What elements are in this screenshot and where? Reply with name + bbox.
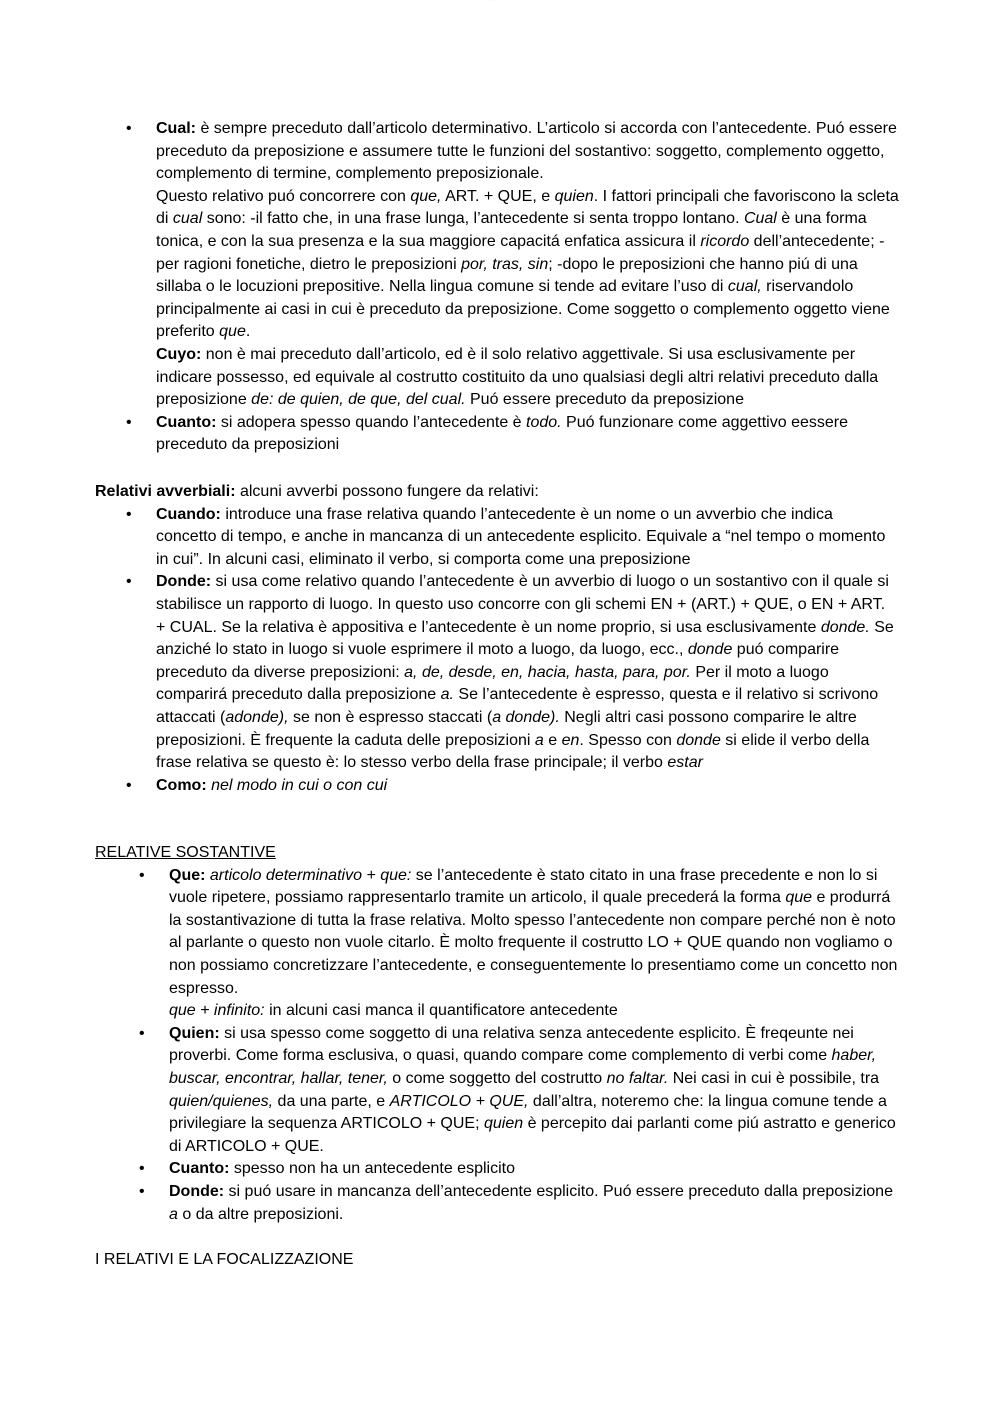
italic-run: no faltar. — [606, 1069, 669, 1087]
section-focalizzazione — [95, 1249, 353, 1272]
list-item — [126, 504, 894, 572]
text-run: si elide il verbo della frase relativa se questo è: lo stesso verbo della frase principale; il verbo — [156, 731, 870, 772]
paragraph-line — [156, 186, 904, 344]
text-run: spesso non ha un antecedente esplicito — [229, 1160, 515, 1178]
text-run: se l’antecedente è stato citato in una frase precedente e non lo si vuole ripetere, possiamo rappresentarlo tramite un articolo, il quale precederá la forma — [169, 866, 878, 907]
term-label: Cual: — [156, 120, 196, 137]
list-item — [139, 1023, 904, 1159]
text-run: è una forma tonica, e con la sua presenza e la sua maggiore capacitá enfatica assicura il — [156, 210, 867, 250]
italic-run: donde. — [820, 618, 870, 636]
text-run: Per il moto a luogo comparirá preceduto dalla preposizione — [156, 663, 829, 704]
italic-run: quien — [554, 187, 594, 205]
text-run: Nei casi in cui è possibile, tra — [668, 1069, 880, 1087]
text-run: è percepito dai parlanti come piú astratto e generico di ARTICOLO + QUE. — [169, 1115, 896, 1155]
text-run: si usa spesso come soggetto di una relativa senza antecedente esplicito. È freqeunte nei proverbi. Come forma esclusiva, o quasi, quando compare come complemento di verbi come — [169, 1024, 854, 1065]
italic-run: todo. — [526, 413, 562, 431]
text-run: . Spesso con — [579, 731, 677, 749]
italic-run: a. — [440, 686, 454, 704]
italic-run: que — [785, 889, 813, 907]
term-label: Cuanto: — [169, 1160, 230, 1178]
term-label: Cuanto: — [156, 413, 217, 431]
list-item — [126, 775, 894, 798]
paragraph-line — [156, 344, 904, 412]
italic-run: donde — [687, 641, 733, 659]
text-run: introduce una frase relativa quando l’antecedente è un nome o un avverbio che indica concetto di tempo, e anche in mancanza di un antecedente esplicito. Equivale a “nel tempo o momento in cui”. In alcuni casi, eliminato il verbo, si comporta come una preposizione — [156, 505, 886, 568]
text-run: non è mai preceduto dall’articolo, ed è il solo relativo aggettivale. Si usa esclusivamente per indicare possesso, ed equivale al costrutto costituito da uno qualsiasi degli altri relativi preceduto dalla preposizione — [156, 345, 879, 409]
list-item — [139, 1181, 904, 1226]
section-heading-sostantive: RELATIVE SOSTANTIVE — [95, 844, 276, 861]
list-item — [139, 865, 904, 1023]
bullet-list-1 — [126, 118, 904, 457]
italic-run: articolo determinativo + que: — [209, 866, 412, 884]
italic-run: ricordo — [700, 232, 750, 250]
bullet-icon: • — [139, 1182, 145, 1200]
bullet-icon: • — [126, 776, 132, 794]
paragraph-line — [156, 412, 904, 457]
bullet-icon: • — [126, 413, 132, 431]
text-run: si puó usare in mancanza dell’antecedente esplicito. Puó essere preceduto dalla preposizione — [224, 1182, 893, 1200]
text-run: in alcuni casi manca il quantificatore antecedente — [264, 1002, 618, 1020]
list-item — [126, 571, 894, 774]
section-heading-focalizzazione: I RELATIVI E LA FOCALIZZAZIONE — [95, 1251, 354, 1268]
italic-run: a — [534, 731, 544, 749]
section-relative-sostantive — [95, 842, 904, 1226]
italic-run: que — [219, 323, 246, 341]
text-run: . I fattori principali che favoriscono la scleta di — [156, 187, 899, 228]
text-run: dall’altra, noteremo che: la lingua comune tende a privilegiare la sequenza ARTICOLO + QUE; — [169, 1092, 887, 1133]
italic-run: adonde), — [225, 708, 289, 726]
text-run: Se l’antecedente è espresso, questa e il relativo si scrivono attaccati ( — [156, 686, 879, 726]
italic-run: cual — [172, 210, 203, 228]
text-run: dell’antecedente; -per ragioni fonetiche, dietro le preposizioni — [156, 232, 885, 273]
heading-rest: alcuni avverbi possono fungere da relativi: — [235, 483, 539, 500]
text-run: ART. + QUE, e — [441, 187, 555, 205]
text-run: Se anziché lo stato in luogo si vuole esprimere il moto a luogo, da luogo, ecc., — [156, 618, 894, 659]
italic-run: a, de, desde, en, hacia, hasta, para, por. — [404, 663, 691, 681]
italic-run: ARTICOLO + QUE, — [389, 1092, 529, 1110]
term-label: Donde: — [156, 573, 212, 591]
text-run: e — [543, 731, 562, 749]
section-heading-avverbiali — [95, 481, 894, 504]
section-relativi-avverbiali — [95, 481, 894, 797]
italic-run: por, tras, sin — [461, 255, 549, 273]
italic-run: cual, — [727, 278, 762, 296]
text-run: ; -dopo le preposizioni che hanno piú di una sillaba o le locuzioni prepositive. Nella lingua comune si tende ad evitare l’uso di — [156, 255, 858, 296]
text-run: . — [245, 323, 251, 341]
italic-run: Cual — [743, 210, 777, 228]
italic-run: en — [561, 731, 580, 749]
list-item — [126, 412, 904, 457]
list-item — [139, 1158, 904, 1181]
text-run: Puó essere preceduto da preposizione — [465, 391, 744, 409]
bold-run: Cuyo: — [156, 345, 202, 363]
term-label: Cuando: — [156, 505, 221, 523]
text-run: si usa come relativo quando l’antecedente è un avverbio di luogo o un sostantivo con il quale si stabilisce un rapporto di luogo. In questo uso concorre con gli schemi EN + (ART.) + QUE, o EN + ART. + CUAL. Se la relativa è appositiva e l’antecedente è un nome proprio, si usa esclusivamente — [156, 573, 889, 636]
italic-run: a donde). — [492, 708, 560, 726]
paragraph-line — [156, 118, 904, 186]
text-run: o come soggetto del costrutto — [387, 1069, 607, 1087]
text-run: Puó funzionare come aggettivo eessere preceduto da preposizioni — [156, 413, 848, 454]
text-run: o da altre preposizioni. — [177, 1205, 344, 1223]
italic-run: quien — [483, 1115, 524, 1133]
bullet-icon: • — [139, 1160, 145, 1178]
bullet-icon: • — [139, 1024, 145, 1042]
paragraph-line — [169, 865, 904, 1001]
italic-run: estar — [667, 754, 703, 772]
list-item — [126, 118, 904, 412]
italic-run: de: de quien, de que, del cual. — [251, 391, 466, 409]
italic-run: quien/quienes, — [169, 1092, 274, 1110]
paragraph-line — [156, 571, 894, 774]
term-label: Donde: — [169, 1182, 225, 1200]
paragraph-line — [169, 1000, 904, 1023]
text-run: è sempre preceduto dall’articolo determinativo. L’articolo si accorda con l’antecedente. Puó essere preceduto da preposizione e assumere tutte le funzioni del sostantivo: soggetto, complemento oggetto, complemento di termine, complemento preposizionale. — [156, 120, 897, 183]
bullet-list-2 — [126, 504, 894, 798]
header-mark: ········ — [489, 0, 495, 2]
text-run: sono: -il fatto che, in una frase lunga, l’antecedente si senta troppo lontano. — [202, 210, 744, 228]
heading-bold: Relativi avverbiali: — [95, 483, 236, 500]
italic-run: nel modo in cui o con cui — [211, 776, 388, 794]
bullet-icon: • — [126, 120, 132, 137]
text-run: riservandolo principalmente ai casi in cui è preceduto da preposizione. Come soggetto o complemento oggetto viene preferito — [156, 278, 890, 341]
term-label: Que: — [169, 866, 206, 884]
section-relativi-list — [126, 118, 904, 457]
text-run: Questo relativo puó concorrere con — [156, 187, 411, 205]
bullet-icon: • — [126, 573, 132, 591]
text-run: si adopera spesso quando l’antecedente è — [216, 413, 526, 431]
bullet-icon: • — [139, 866, 145, 884]
italic-run: donde — [676, 731, 721, 749]
italic-run: que, — [410, 187, 442, 205]
text-run: se non è espresso staccati ( — [288, 708, 493, 726]
italic-run: a — [169, 1205, 178, 1223]
text-run: e produrrá la sostantivazione di tutta la frase relativa. Molto spesso l’antecedente non compare perché non è noto al parlante o questo non vuole citarlo. È molto frequente il costrutto LO + QUE quando non vogliamo o non possiamo concretizzare l’antecedente, e conseguentemente lo presentiamo come un concetto non espresso. — [169, 889, 898, 997]
paragraph-line — [169, 1158, 904, 1181]
paragraph-line — [169, 1023, 904, 1159]
text-run: puó comparire preceduto da diverse preposizioni: — [156, 641, 840, 681]
text-run: Negli altri casi possono comparire le altre preposizioni. È frequente la caduta delle preposizioni — [156, 708, 857, 749]
italic-run: haber, buscar, encontrar, hallar, tener, — [169, 1047, 877, 1087]
paragraph-line — [156, 775, 894, 798]
paragraph-line — [169, 1181, 904, 1226]
term-label: Quien: — [169, 1024, 220, 1042]
text-run: da una parte, e — [273, 1092, 390, 1110]
bullet-list-3 — [139, 865, 904, 1227]
paragraph-line — [156, 504, 894, 572]
italic-run: que + infinito: — [169, 1002, 265, 1020]
term-label: Como: — [156, 776, 207, 794]
bullet-icon: • — [126, 505, 132, 523]
